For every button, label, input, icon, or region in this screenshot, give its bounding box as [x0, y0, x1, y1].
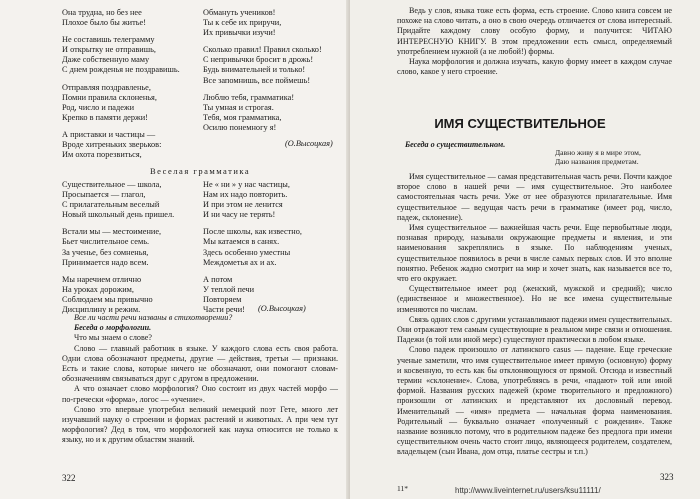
poem-line: Бьет числительное семь. [62, 237, 150, 247]
epigraph-line: Даю названия предметам. [555, 157, 639, 166]
watermark-url[interactable]: http://www.liveinternet.ru/users/ksu11111/ [455, 486, 601, 495]
poem-line: Люблю тебя, грамматика! [203, 92, 295, 102]
poem-line [203, 86, 344, 93]
poem-line: Крепко в памяти держи! [62, 112, 148, 122]
page-number-right: 323 [660, 472, 674, 482]
poem-line: Здесь особенно уместны [203, 247, 291, 257]
poem-line: Сколько правил! Правил сколько! [203, 45, 322, 55]
poem-line: Обмануть учеников! [203, 8, 276, 17]
poem-line: Междометья ах и ах. [203, 257, 277, 267]
epigraph [555, 148, 665, 166]
poem-line: С днем рожденья не поздравишь. [62, 65, 180, 75]
poem-line: Не составишь телеграмму [62, 35, 155, 45]
poem-line: Мы наречием отлично [62, 274, 142, 284]
poem-one [62, 8, 344, 160]
poem-line: Она трудна, но без нее [62, 8, 142, 17]
paragraph: Ведь у слов, языка тоже есть форма, есть строение. Слово книга совсем не похоже на слово читать, а оно в свою очередь отличается от слова интересный. Придайте каждому слову особую форму, и получится: ЧИТАЮ ИНТЕРЕСНУЮ КНИГУ. В этом предложении есть смысл, определяемый употреблением нужной (а не любой!) формы. [397, 6, 672, 56]
poem-line: Даже собственную маму [62, 55, 150, 65]
poem-line: Плохое было бы житье! [62, 18, 146, 28]
poem-two-column-2 [203, 180, 344, 315]
poem-line [203, 38, 344, 45]
conversation-title: Беседа о существительном. [405, 140, 506, 149]
question: Все ли части речи названы в стихотворении? [74, 313, 233, 322]
paragraph: Наука морфология и должна изучать, какую форму имеет в каждом случае слово, какое у него строение. [397, 57, 672, 77]
poem-line: И открытку не отправишь, [62, 45, 156, 55]
poem-line: Соблюдаем мы привычно [62, 294, 153, 304]
poem-two-title: Веселая грамматика [150, 166, 251, 176]
poem-line: Дисциплину и режим. [62, 305, 141, 315]
poem-two-author: (О.Высоцкая) [258, 304, 306, 313]
poem-line: За ученье, без сомненья, [62, 247, 149, 257]
poem-line: Ты умная и строгая. [203, 102, 274, 112]
section-title: ИМЯ СУЩЕСТВИТЕЛЬНОЕ [434, 116, 606, 131]
paragraph: Слово падеж произошло от латинского casus — падение. Еще греческие ученые заметили, что имя существительное имеет прямую (основную) форму и косвенную, то есть как бы отклоняющуюся от прямой. Отсюда и известный термин «склонение». Слова, употребляясь в речи, «падают» той или иной формой. Названия русских падежей (кроме творительного и предложного) произошли от латинских и представляют их дословный перевод. Именительный — «имя» предмета — начальная форма наименования. Родительный — буквально означает «полученный с рождения». Также название возникло потому, что в родительном падеже без предлога при имени существительном очень часто стоит лицо, являющееся родителем, создателем, владельцем (сын Ивана, дом отца, платье сестры и т.п.) [397, 345, 672, 457]
paragraph: Связь одних слов с другими устанавливают падежи имен существительных. Они отражают тем самым существующие в реальном мире связи и отношения. Падежи (в той или иной мерс) существуют практически в любом языке. [397, 314, 672, 345]
poem-line: Ты к себе их приручи, [203, 18, 282, 28]
poem-line: Будь внимательней и только! [203, 65, 306, 75]
poem-line: Им охота порезвиться, [62, 150, 142, 160]
poem-line: На уроках дорожим, [62, 284, 134, 294]
signature-mark: 11* [397, 484, 408, 493]
poem-line: Просыпается — глагол, [62, 190, 146, 200]
poem-line [203, 220, 344, 227]
poem-line: Повторяем [203, 294, 242, 304]
poem-line: А потом [203, 274, 233, 284]
poem-line [62, 268, 203, 275]
poem-line [203, 268, 344, 275]
poem-two-column-1 [62, 180, 203, 315]
poem-one-column-1 [62, 8, 203, 160]
poem-line: Отправляя поздравленье, [62, 82, 151, 92]
poem-line: И ни часу не терять! [203, 210, 276, 220]
poem-line: Части речи! [203, 305, 245, 315]
paragraph: А что означает слово морфология? Оно состоит из двух частей морфо — по-гречески «форма», логос — «учение». [62, 384, 338, 404]
poem-line: Нам их надо повторить. [203, 190, 288, 200]
poem-line: Вроде хитреньких зверьков: [62, 140, 162, 150]
paragraph: Существительное имеет род (женский, мужской и средний); число (единственное и множественное). Но не все имена существительные изменяются по числам. [397, 284, 672, 314]
poem-line [62, 76, 203, 83]
epigraph-line: Давно живу я в мире этом, [555, 148, 641, 157]
conversation-question: Что мы знаем о слове? [74, 333, 152, 343]
poem-two [62, 180, 344, 315]
poem-line: А приставки и частицы — [62, 129, 156, 139]
paragraph: Имя существительное — самая представительная часть речи. Почти каждое второе слово в нашей речи — имя существительное. Это наиболее самостоятельная часть речи. Уже от нее образуются прилагательные. Имя существительное — ведущая часть речи в грамматике (имеет род, число, падеж, склонение). [397, 172, 672, 222]
poem-one-author: (О.Высоцкая) [285, 139, 333, 148]
poem-line: С непривычки бросит в дрожь! [203, 55, 314, 65]
poem-line: Все запомнишь, все поймешь! [203, 75, 311, 85]
poem-line [62, 123, 203, 130]
poem-line: Принимается надо всем. [62, 257, 149, 267]
poem-line: Мы катаемся в санях. [203, 237, 280, 247]
poem-line [62, 220, 203, 227]
poem-line: После школы, как известно, [203, 227, 302, 237]
poem-line: Род, число и падежи [62, 102, 135, 112]
poem-line: Их привычки изучи! [203, 28, 276, 38]
poem-line [62, 28, 203, 35]
poem-line: Осилю понемногу я! [203, 122, 277, 132]
page-number-left: 322 [62, 473, 76, 483]
poem-line: Не « ни » у нас частицы, [203, 180, 290, 189]
poem-line: Встали мы — местоимение, [62, 227, 162, 237]
poem-one-column-2 [203, 8, 344, 160]
left-prose [62, 313, 338, 446]
paragraph: Слово — главный работник в языке. У каждого слова есть своя работа. Одни слова обозначают предметы, другие — действия, третьи — признаки. Есть и такие слова, которые ничего не обозначают, они помогают словам-обозначениям связываться друг с другом в предложении. [62, 343, 338, 384]
poem-line: У теплой печи [203, 284, 255, 294]
poem-line: Существительное — школа, [62, 180, 162, 189]
poem-line: Новый школьный день пришел. [62, 210, 175, 220]
poem-line: С прилагательным веселый [62, 200, 160, 210]
right-intro [397, 6, 672, 77]
right-body [397, 172, 672, 458]
poem-line: И при этом не ленится [203, 200, 283, 210]
poem-line: Тебя, моя грамматика, [203, 112, 282, 122]
paragraph: Имя существительное — важнейшая часть речи. Еще первобытные люди, познавая природу, называли окружающие предметы и явления, и эти наименования закреплялись в языке. По наблюдениям ученых, существительное появилось в речи в числе самых первых слов. И это вполне понятно. Ребенок жадно смотрит на мир и хочет знать, как называется все то, что его окружает. [397, 223, 672, 284]
paragraph: Слово это впервые употребил великий немецкий поэт Гете, много лет изучавший науку о строении и формах растений и животных. А при чем тут морфология? Дед в том, что морфологией как наука относится не только к языку, но и к другим областям знаний. [62, 404, 338, 445]
poem-line: Помни правила склоненья, [62, 92, 157, 102]
conversation-title: Беседа о морфологии. [74, 323, 152, 333]
